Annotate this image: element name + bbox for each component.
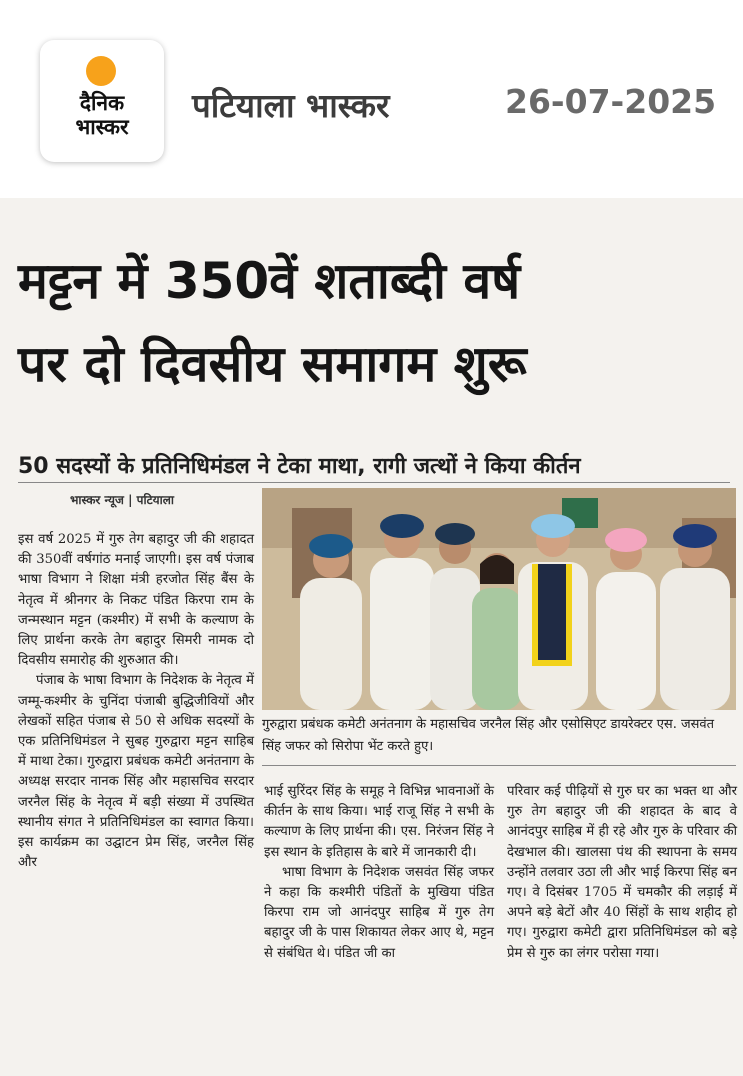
logo-text-line2: भास्कर	[75, 115, 129, 139]
headline-line2: पर दो दिवसीय समागम शुरू	[18, 335, 527, 393]
paragraph: इस वर्ष 2025 में गुरु तेग बहादुर जी की शहादत की 350वीं वर्षगांठ मनाई जाएगी। इस वर्ष पंजाब भाषा विभाग ने शिक्षा मंत्री हरजोत सिंह बैंस के नेतृत्व में श्रीनगर के निकट पंडित किरपा राम के जन्मस्थान मट्टन (कश्मीर) में सभी के कल्याण के लिए प्रार्थना करके तेग बहादुर सिमरी नामक दो दिवसीय समारोह की शुरुआत की।	[18, 532, 254, 669]
byline: भास्कर न्यूज | पटियाला	[70, 493, 174, 507]
photo-caption: गुरुद्वारा प्रबंधक कमेटी अनंतनाग के महासचिव जरनैल सिंह और एसोसिएट डायरेक्टर एस. जसवंत सिंह जफर को सिरोपा भेंट करते हुए।	[262, 717, 715, 754]
edition-date: 26-07-2025	[505, 82, 717, 121]
paragraph: परिवार कई पीढ़ियों से गुरु घर का भक्त था और गुरु तेग बहादुर जी की शहादत के बाद वे आनंदपुर साहिब में ही रहे और गुरु के परिवार की देखभाल की। खालसा पंथ की स्थापना के समय उन्होंने तलवार उठा ली और भाई किरपा सिंह बन गए। वे दिसंबर 1705 में चमकौर की लड़ाई में अपने बड़े बेटों और 40 सिंहों के साथ शहीद हो गए। गुरुद्वारा कमेटी द्वारा प्रतिनिधिमंडल को बड़े प्रेम से गुरु का लंगर परोसा गया।	[507, 784, 737, 961]
headline-line1: मट्टन में 350वें शताब्दी वर्ष	[18, 252, 521, 310]
paragraph: भाषा विभाग के निदेशक जसवंत सिंह जफर ने कहा कि कश्मीरी पंडितों के मुखिया पंडित किरपा राम जो आनंदपुर साहिब में गुरु तेग बहादुर जी के पास शिकायत लेकर आए थे, मट्टन से संबंधित थे। पंडित जी का	[264, 864, 494, 961]
edition-name: पटियाला भास्कर	[192, 86, 390, 125]
paragraph: पंजाब के भाषा विभाग के निदेशक के नेतृत्व में जम्मू-कश्मीर के चुनिंदा पंजाबी बुद्धिजीवियों और लेखकों सहित पंजाब से 50 से अधिक सदस्यों के एक प्रतिनिधिमंडल ने सुबह गुरुद्वारा मट्टन साहिब में माथा टेका। गुरुद्वारा प्रबंधक कमेटी अनंतनाग के अध्यक्ष सरदार नानक सिंह और महासचिव सरदार जरनैल सिंह के नेतृत्व में बड़ी संख्या में उपस्थित स्थानीय संगत ने प्रतिनिधिमंडल का स्वागत किया। इस कार्यक्रम का उद्घाटन प्रेम सिंह, जरनैल सिंह और	[18, 673, 254, 871]
logo-text-line1: दैनिक	[79, 91, 125, 115]
app-header	[0, 0, 743, 195]
article-column-1	[18, 530, 254, 873]
subheadline: 50 सदस्यों के प्रतिनिधिमंडल ने टेका माथा, रागी जत्थों ने किया कीर्तन	[18, 454, 581, 479]
article-column-2	[264, 782, 494, 964]
dainik-bhaskar-logo	[40, 40, 164, 162]
divider	[18, 482, 730, 483]
divider	[262, 765, 736, 766]
sun-icon	[86, 56, 116, 86]
group-photo-illustration	[262, 488, 736, 710]
article-photo	[262, 488, 736, 710]
article-column-3	[507, 782, 737, 964]
paragraph: भाई सुरिंदर सिंह के समूह ने विभिन्न भावनाओं के कीर्तन के साथ किया। भाई राजू सिंह ने सभी के कल्याण के लिए प्रार्थना की। एस. निरंजन सिंह ने इस स्थान के इतिहास के बारे में जानकारी दी।	[264, 784, 494, 860]
